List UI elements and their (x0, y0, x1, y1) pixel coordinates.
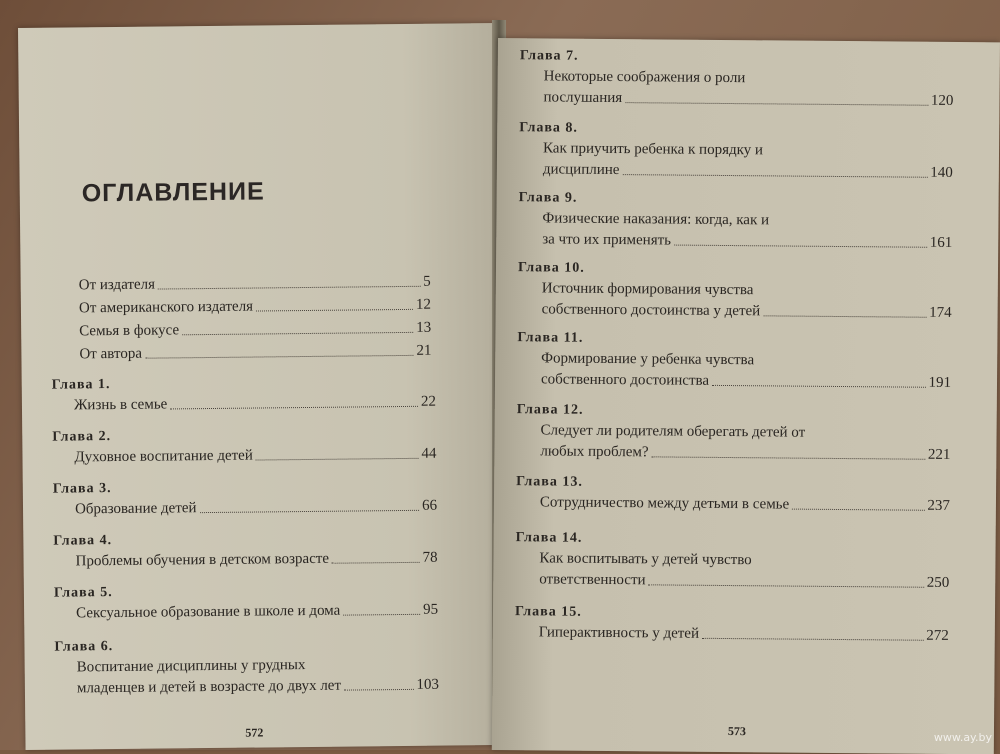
chapter-entry (539, 571, 949, 592)
front-matter-entry (79, 343, 431, 364)
chapter-entry (539, 624, 949, 645)
chapter-label: Глава 15. (514, 604, 582, 620)
toc-heading: ОГЛАВЛЕНИЕ (81, 177, 265, 208)
chapter-label: Глава 14. (515, 530, 583, 546)
entry-page-number: 161 (929, 234, 953, 251)
dot-leader (344, 689, 413, 691)
entry-page-number: 272 (926, 627, 949, 644)
chapter-title-line: Как воспитывать у детей чувство (539, 550, 752, 569)
entry-page-number: 120 (930, 92, 954, 109)
entry-title: Сотрудничество между детьми в семье (539, 494, 790, 513)
chapter-label: Глава 10. (517, 260, 585, 276)
entry-title: Сексуальное образование в школе и дома (76, 602, 341, 622)
dot-leader (182, 332, 413, 335)
chapter-entry (74, 446, 436, 467)
dot-leader (145, 355, 413, 359)
entry-page-number: 22 (420, 393, 437, 410)
entry-title: Проблемы обучения в детском возрасте (75, 550, 330, 570)
chapter-entry (542, 301, 952, 322)
chapter-label: Глава 12. (516, 402, 584, 418)
entry-title: ответственности (539, 571, 646, 589)
entry-page-number: 78 (422, 549, 438, 566)
site-watermark: www.ay.by (933, 731, 992, 744)
entry-title: собственного достоинства (540, 371, 710, 389)
dot-leader (625, 102, 928, 106)
chapter-entry (541, 371, 951, 392)
chapter-entry (74, 394, 436, 415)
left-page-number: 572 (245, 725, 264, 740)
entry-title: младенцев и детей в возрасте до двух лет (76, 677, 342, 697)
chapter-entry (540, 494, 950, 515)
chapter-label: Глава 11. (517, 330, 584, 346)
entry-title: любых проблем? (540, 443, 649, 461)
dot-leader (763, 315, 926, 317)
dot-leader (256, 309, 413, 312)
entry-page-number: 12 (415, 296, 432, 313)
chapter-label: Глава 2. (52, 429, 112, 445)
chapter-title-line: Формирование у ребенка чувства (541, 350, 755, 369)
dot-leader (622, 174, 927, 178)
chapter-entry (76, 550, 438, 571)
entry-page-number: 95 (423, 601, 439, 618)
entry-title: От издателя (78, 276, 156, 294)
chapter-entry (543, 89, 953, 110)
front-matter-entry (79, 274, 431, 295)
dot-leader (158, 286, 420, 290)
chapter-label: Глава 7. (519, 48, 579, 64)
dot-leader (674, 245, 927, 248)
entry-page-number: 21 (416, 342, 432, 359)
dot-leader (712, 385, 925, 388)
chapter-label: Глава 6. (54, 639, 114, 655)
entry-title: Гиперактивность у детей (538, 624, 700, 642)
chapter-entry (542, 231, 952, 252)
entry-page-number: 250 (926, 574, 950, 591)
entry-page-number: 5 (423, 273, 431, 290)
chapter-entry (76, 602, 438, 623)
chapter-label: Глава 5. (53, 585, 113, 601)
entry-page-number: 13 (416, 319, 432, 336)
dot-leader (702, 638, 923, 641)
chapter-label: Глава 8. (519, 120, 579, 136)
left-page (18, 23, 506, 750)
chapter-title-line: Следует ли родителям оберегать детей от (540, 422, 806, 441)
entry-page-number: 44 (421, 445, 437, 462)
chapter-entry (540, 443, 950, 464)
entry-title: Образование детей (74, 500, 197, 518)
dot-leader (649, 584, 924, 587)
chapter-title-line: Источник формирования чувства (541, 280, 754, 299)
dot-leader (200, 510, 419, 513)
entry-page-number: 221 (927, 446, 951, 463)
entry-title: Жизнь в семье (73, 396, 168, 414)
entry-title: собственного достоинства у детей (541, 301, 761, 320)
front-matter-entry (79, 320, 431, 341)
entry-title: От американского издателя (78, 298, 254, 317)
front-matter-entry (79, 297, 431, 318)
chapter-title-line: Как приучить ребенка к порядку и (542, 140, 764, 159)
entry-title: Семья в фокусе (79, 322, 180, 340)
right-page-number: 573 (727, 724, 747, 739)
entry-page-number: 103 (416, 676, 439, 693)
entry-page-number: 191 (928, 374, 952, 391)
dot-leader (652, 456, 925, 459)
chapter-label: Глава 4. (53, 533, 113, 549)
chapter-entry (75, 498, 437, 519)
entry-title: послушания (543, 89, 623, 107)
entry-title: дисциплине (542, 161, 620, 179)
right-page (492, 38, 1000, 754)
chapter-label: Глава 3. (52, 481, 112, 497)
chapter-label: Глава 9. (518, 190, 578, 206)
dot-leader (170, 406, 418, 410)
chapter-title-line: Физические наказания: когда, как и (542, 210, 770, 229)
chapter-entry (77, 677, 439, 698)
dot-leader (343, 614, 420, 616)
entry-page-number: 174 (929, 304, 952, 321)
dot-leader (792, 509, 924, 511)
dot-leader (332, 562, 420, 564)
chapter-entry (543, 161, 953, 182)
entry-title: Духовное воспитание детей (74, 447, 253, 466)
entry-page-number: 140 (930, 164, 953, 181)
entry-page-number: 237 (927, 497, 951, 514)
chapter-title-line: Воспитание дисциплины у грудных (76, 657, 306, 676)
chapter-title-line: Некоторые соображения о роли (543, 68, 746, 87)
entry-title: От автора (79, 345, 143, 363)
entry-title: за что их применять (542, 231, 672, 249)
chapter-label: Глава 1. (51, 377, 111, 393)
chapter-label: Глава 13. (516, 474, 583, 490)
dot-leader (256, 458, 419, 461)
entry-page-number: 66 (421, 497, 438, 514)
